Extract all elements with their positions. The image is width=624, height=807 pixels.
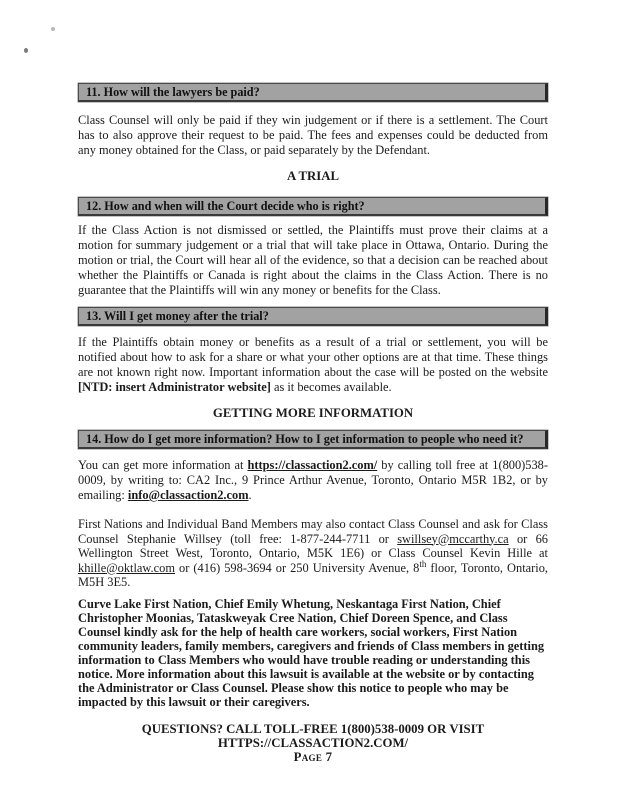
text-segment: floor, Toronto, Ontario, M5H 3E5.	[78, 560, 548, 589]
question-12-heading-text: 12. How and when will the Court decide who is right?	[86, 198, 365, 213]
question-14-answer-community-request	[78, 597, 548, 709]
page-footer	[78, 722, 548, 764]
question-14-answer-counsel	[78, 517, 548, 590]
question-11-heading-text: 11. How will the lawyers be paid?	[86, 84, 260, 99]
text-segment: by calling toll free at 1(800)538-0009, by writing to: CA2 Inc., 9 Prince Arthur Avenue, Toronto, Ontario M5R 1B2, or by emailing:	[78, 458, 548, 502]
footer-website-line: HTTPS://CLASSACTION2.COM/	[217, 735, 409, 750]
text-segment: or (416) 598-3694 or 250 University Avenue, 8	[174, 560, 420, 575]
inline-link[interactable]: info@classaction2.com	[127, 488, 249, 502]
question-12-answer	[78, 223, 548, 298]
question-13-heading-text: 13. Will I get money after the trial?	[86, 308, 269, 323]
text-segment: If the Plaintiffs obtain money or benefits as a result of a trial or settlement, you will be notified about how to ask for a share or what your other options are at that time. These things are not known right now. Important information about the case will be posted on the website	[78, 335, 548, 379]
question-14-answer-contact	[78, 458, 548, 503]
question-11-answer	[78, 113, 548, 158]
question-14-heading-bar	[78, 430, 548, 449]
text-segment: If the Class Action is not dismissed or settled, the Plaintiffs must prove their claims at a motion for summary judgement or a trial that will take place in Ottawa, Ontario. During the motion or trial, the Court will hear all of the evidence, so that a decision can be reached about whether the Plaintiffs or Canada is right about the claims in the Class Action. There is no guarantee that the Plaintiffs will win any money or benefits for the Class.	[78, 223, 548, 297]
page-number: Page 7	[293, 749, 333, 764]
scan-speck	[24, 48, 28, 53]
question-14-heading-text: 14. How do I get more information? How to I get information to people who need it?	[86, 431, 524, 446]
text-segment: th	[419, 558, 427, 569]
text-segment: First Nations and Individual Band Members may also contact Class Counsel and ask for Class Counsel Stephanie Willsey (toll free: 1-877-244-7711 or	[78, 517, 548, 546]
text-segment: Class Counsel will only be paid if they win judgement or if there is a settlement. The Court has to also approve their request to be paid. The fees and expenses could be deducted from any money obtained for the Class, or paid separately by the Defendant.	[78, 113, 548, 157]
section-heading-a-trial: A TRIAL	[286, 169, 340, 183]
section-heading-getting-more-information: GETTING MORE INFORMATION	[212, 406, 414, 420]
question-13-answer	[78, 335, 548, 395]
question-12-heading-bar	[78, 197, 548, 216]
text-segment: You can get more information at	[78, 458, 248, 472]
scan-speck	[51, 27, 55, 31]
inline-link[interactable]: https://classaction2.com/	[247, 458, 378, 472]
question-13-heading-bar	[78, 307, 548, 326]
inline-link[interactable]: khille@oktlaw.com	[78, 560, 175, 575]
text-segment: .	[248, 488, 252, 502]
question-11-heading-bar	[78, 83, 548, 102]
inline-link[interactable]: swillsey@mccarthy.ca	[397, 531, 509, 546]
text-segment: as it becomes available.	[270, 380, 392, 394]
text-segment: or 66 Wellington Street West, Toronto, Ontario, M5K 1E6) or Class Counsel Kevin Hille at	[78, 531, 548, 560]
text-segment: Curve Lake First Nation, Chief Emily Whetung, Neskantaga First Nation, Chief Christopher Moonias, Tataskweyak Cree Nation, Chief Doreen Spence, and Class Counsel kindly ask for the help of health care workers, social workers, First Nation community leaders, family members, caregivers and friends of Class members in getting information to Class Members who would have trouble reading or understanding this notice. More information about this lawsuit is available at the website or by contacting the Administrator or Class Counsel. Please show this notice to people who may be impacted by this lawsuit or their caregivers.	[78, 596, 545, 709]
footer-questions-line: QUESTIONS? CALL TOLL-FREE 1(800)538-0009 OR VISIT	[141, 721, 485, 736]
text-segment: [NTD: insert Administrator website]	[78, 380, 271, 394]
